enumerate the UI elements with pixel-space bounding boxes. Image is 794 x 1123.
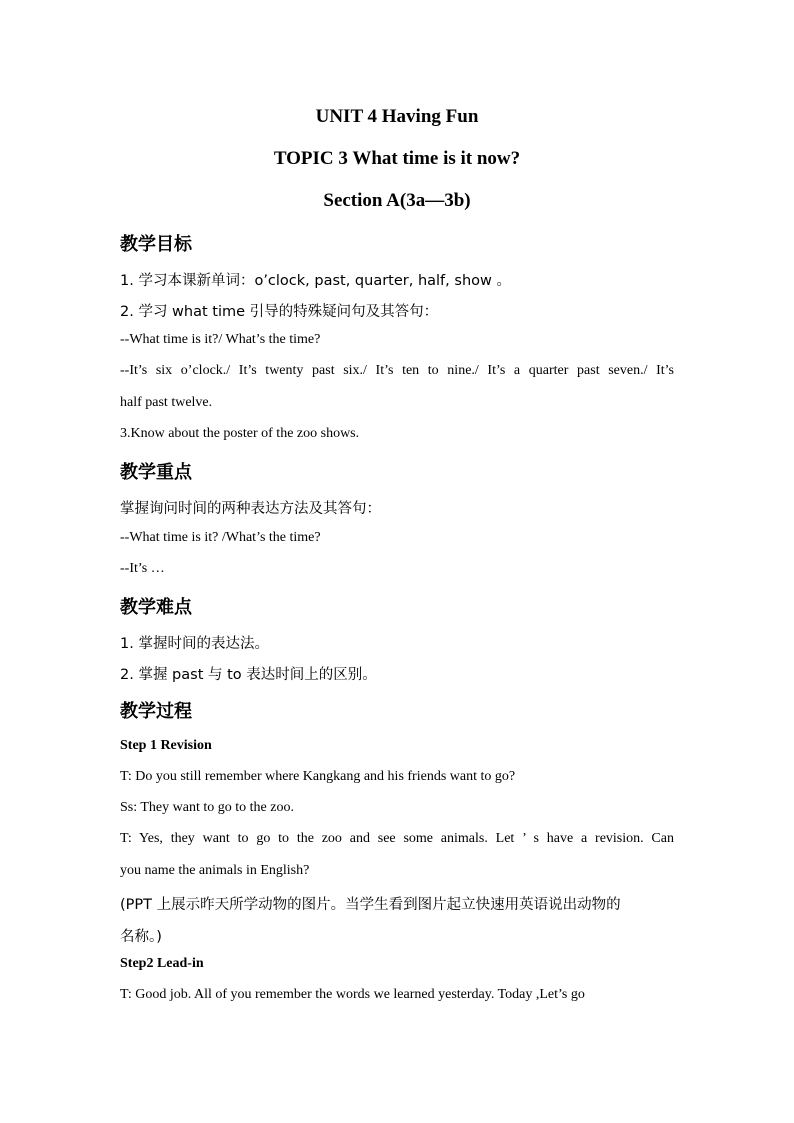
objectives-line-5: half past twelve.: [120, 395, 213, 410]
process-heading: 教学过程: [120, 701, 192, 722]
objectives-heading: 教学目标: [120, 234, 192, 255]
objectives-line-6: 3.Know about the poster of the zoo shows.: [120, 426, 360, 441]
objectives-line-1: 1. 学习本课新单词：o’clock, past, quarter, half, show 。: [120, 273, 511, 289]
key-points-line-1: 掌握询问时间的两种表达方法及其答句：: [120, 501, 381, 517]
key-points-line-3: --It’s …: [120, 561, 165, 576]
process-line-6: 名称。): [120, 929, 162, 945]
key-points-line-2: --What time is it? /What’s the time?: [120, 530, 321, 545]
section-title: Section A(3a—3b): [323, 190, 471, 211]
step2-heading: Step2 Lead-in: [120, 956, 204, 971]
objectives-line-3: --What time is it?/ What’s the time?: [120, 332, 321, 347]
difficulties-line-1: 1. 掌握时间的表达法。: [120, 636, 269, 652]
process-line-7: T: Good job. All of you remember the words we learned yesterday. Today ,Let’s go: [120, 987, 585, 1002]
process-line-2: Ss: They want to go to the zoo.: [120, 800, 294, 815]
objectives-line-2: 2. 学习 what time 引导的特殊疑问句及其答句：: [120, 304, 439, 320]
step1-heading: Step 1 Revision: [120, 738, 212, 753]
difficulties-heading: 教学难点: [120, 597, 192, 618]
unit-title: UNIT 4 Having Fun: [315, 106, 479, 127]
process-line-5: (PPT 上展示昨天所学动物的图片。当学生看到图片起立快速用英语说出动物的: [120, 897, 621, 913]
process-line-4: you name the animals in English?: [120, 863, 310, 878]
objectives-line-4: --It’s six o’clock./ It’s twenty past six./ It’s ten to nine./ It’s a quarter past seven./ It’s: [120, 363, 674, 378]
key-points-heading: 教学重点: [120, 462, 192, 483]
process-line-3: T: Yes, they want to go to the zoo and see some animals. Let ’ s have a revision. Can: [120, 831, 674, 846]
difficulties-line-2: 2. 掌握 past 与 to 表达时间上的区别。: [120, 667, 377, 683]
topic-title: TOPIC 3 What time is it now?: [273, 148, 521, 169]
process-line-1: T: Do you still remember where Kangkang and his friends want to go?: [120, 769, 516, 784]
